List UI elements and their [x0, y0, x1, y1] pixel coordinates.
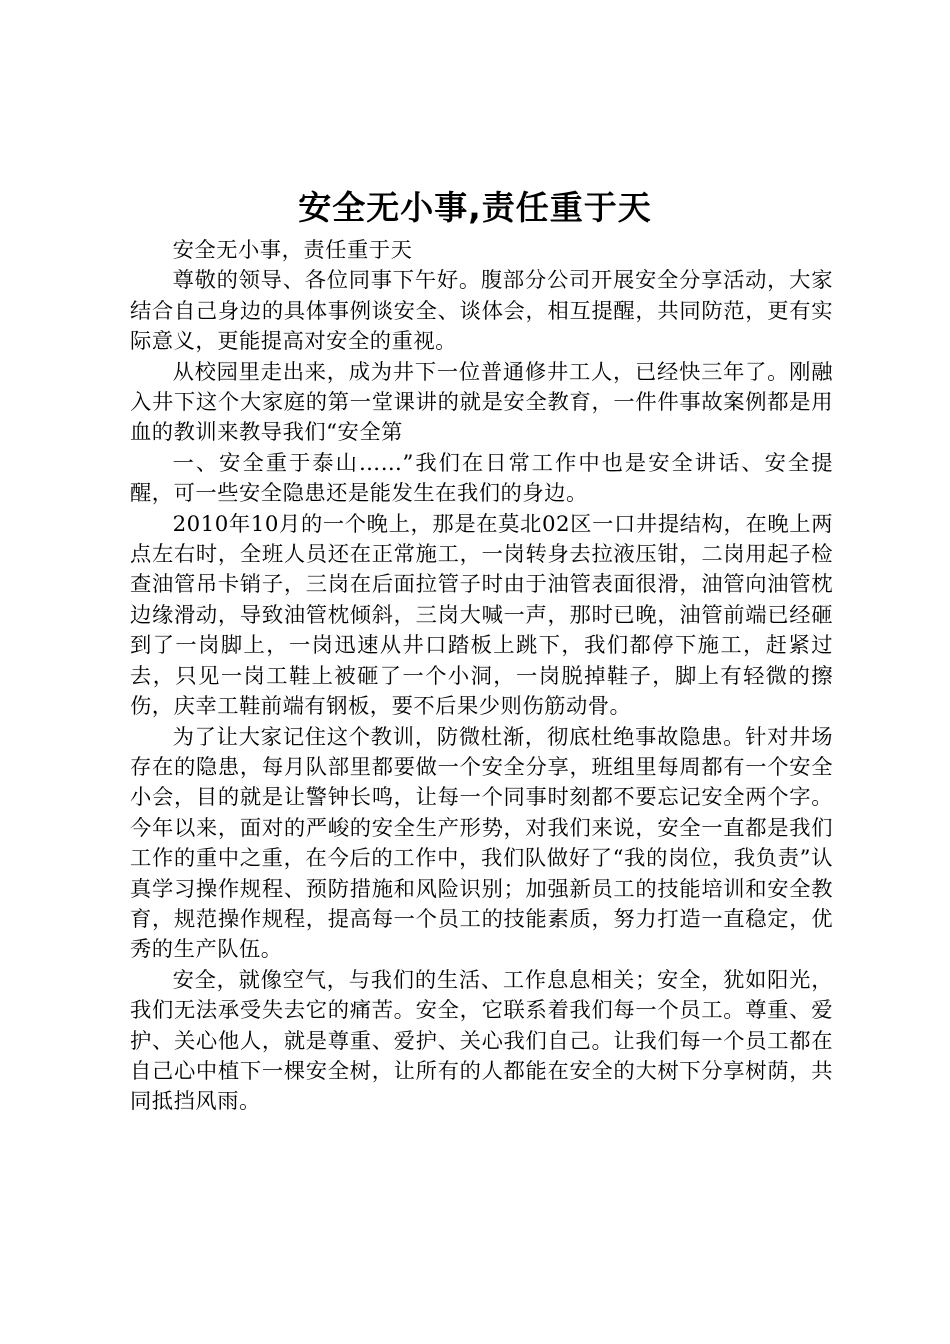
- paragraph-lessons: 为了让大家记住这个教训，防微杜渐，彻底杜绝事故隐患。针对井场存在的隐患，每月队部里都要做一个安全分享，班组里每周都有一个安全小会，目的就是让警钟长鸣，让每一个同事时刻都不要忘记安全两个字。今年以来，面对的严峻的安全生产形势，对我们来说，安全一直都是我们工作的重中之重，在今后的工作中，我们队做好了“我的岗位，我负责”认真学习操作规程、预防措施和风险识别；加强新员工的技能培训和安全教育，规范操作规程，提高每一个员工的技能素质，努力打造一直稳定，优秀的生产队伍。: [130, 724, 833, 963]
- document-body: [130, 236, 833, 1118]
- paragraph-subtitle: 安全无小事，责任重于天: [172, 238, 413, 263]
- document-title: 安全无小事,责任重于天: [298, 188, 652, 227]
- paragraph-conclusion: 安全，就像空气，与我们的生活、工作息息相关；安全，犹如阳光，我们无法承受失去它的痛苦。安全，它联系着我们每一个员工。尊重、爱护、关心他人，就是尊重、爱护、关心我们自己。让我们每一个员工都在自己心中植下一棵安全树，让所有的人都能在安全的大树下分享树荫，共同抵挡风雨。: [130, 967, 833, 1115]
- paragraph-greeting: 尊敬的领导、各位同事下午好。腹部分公司开展安全分享活动，大家结合自己身边的具体事例谈安全、谈体会，相互提醒，共同防范，更有实际意义，更能提高对安全的重视。: [130, 268, 833, 355]
- paragraph-safety-first: 一、安全重于泰山……”我们在日常工作中也是安全讲话、安全提醒，可一些安全隐患还是能发生在我们的身边。: [130, 450, 833, 507]
- paragraph-incident: 2010年10月的一个晚上，那是在莫北02区一口井提结构，在晚上两点左右时，全班人员还在正常施工，一岗转身去拉液压钳，二岗用起子检查油管吊卡销子，三岗在后面拉管子时由于油管表面很滑，油管向油管枕边缘滑动，导致油管枕倾斜，三岗大喊一声，那时已晚，油管前端已经砸到了一岗脚上，一岗迅速从井口踏板上跳下，我们都停下施工，赶紧过去，只见一岗工鞋上被砸了一个小洞，一岗脱掉鞋子，脚上有轻微的擦伤，庆幸工鞋前端有钢板，要不后果少则伤筋动骨。: [130, 511, 833, 720]
- paragraph-background: 从校园里走出来，成为井下一位普通修井工人，已经快三年了。刚融入井下这个大家庭的第一堂课讲的就是安全教育，一件件事故案例都是用血的教训来教导我们“安全第: [130, 359, 833, 446]
